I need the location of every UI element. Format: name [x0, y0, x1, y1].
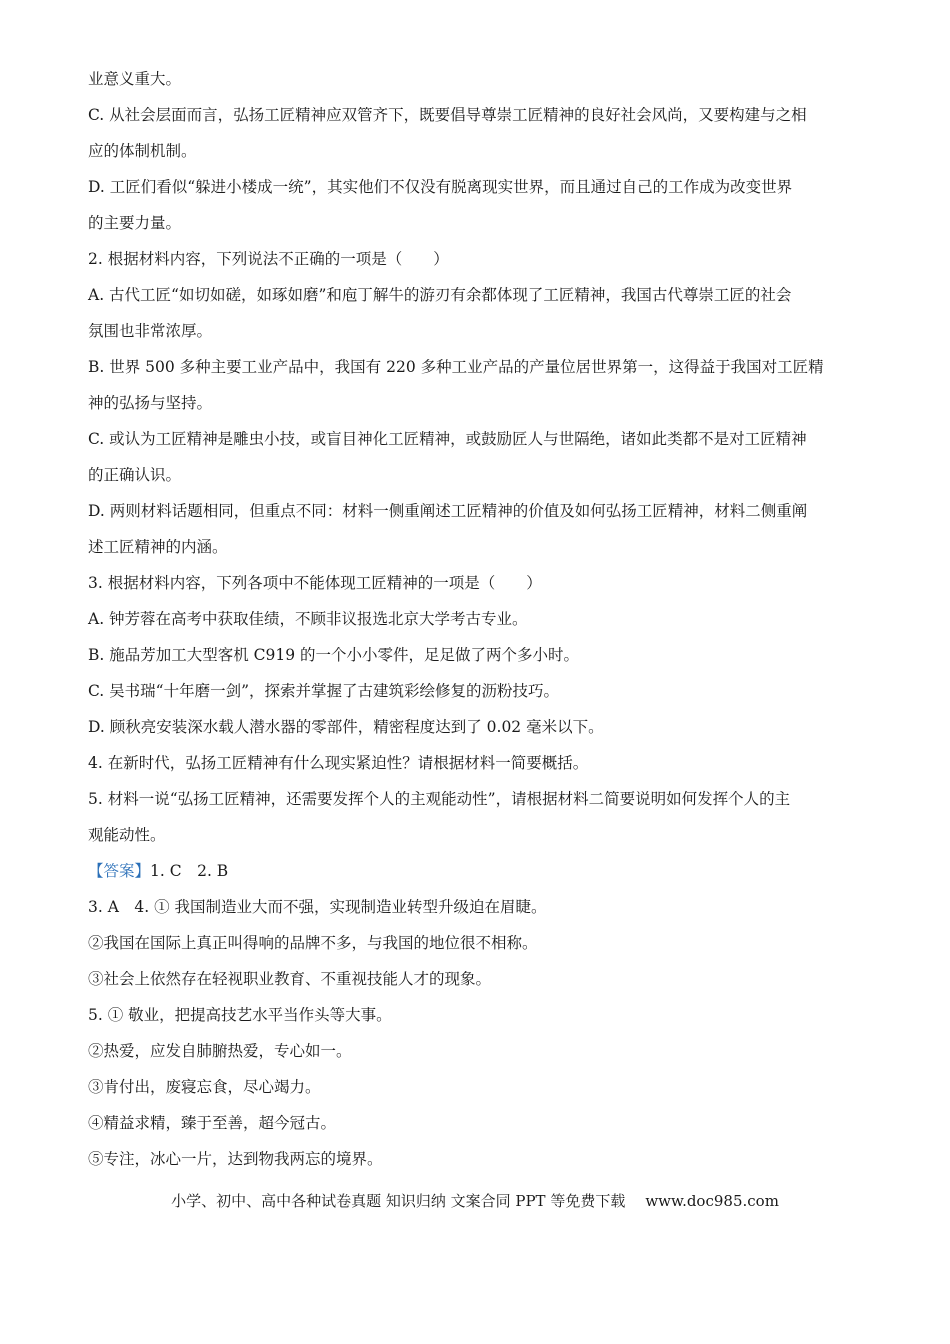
q3-option-b: B. 施品芳加工大型客机 C919 的一个小小零件，足足做了两个多小时。	[88, 646, 580, 664]
q3-option-d: D. 顾秋亮安装深水载人潜水器的零部件，精密程度达到了 0.02 毫米以下。	[88, 718, 604, 736]
q2-option-a: A. 古代工匠“如切如磋，如琢如磨”和庖丁解牛的游刃有余都体现了工匠精神，我国古代尊崇工匠的社会	[88, 286, 792, 304]
option-d-text: D. 工匠们看似“躲进小楼成一统”，其实他们不仅没有脱离现实世界，而且通过自己的工作成为改变世界	[88, 178, 793, 196]
text-line: 神的弘扬与坚持。	[88, 394, 213, 412]
question-3: 3. 根据材料内容，下列各项中不能体现工匠精神的一项是（ ）	[88, 574, 542, 592]
text-line: 业意义重大。	[88, 70, 182, 88]
answer-line: 3. A 4. ① 我国制造业大而不强，实现制造业转型升级迫在眉睫。	[88, 898, 547, 916]
answer-line: ⑤专注，冰心一片，达到物我两忘的境界。	[88, 1150, 383, 1168]
answer-line: 5. ① 敬业，把提高技艺水平当作头等大事。	[88, 1006, 392, 1024]
page-footer	[0, 1190, 950, 1212]
q3-option-a: A. 钟芳蓉在高考中获取佳绩，不顾非议报选北京大学考古专业。	[88, 610, 528, 628]
answer-label: 【答案】	[88, 862, 151, 880]
question-5: 5. 材料一说“弘扬工匠精神，还需要发挥个人的主观能动性”，请根据材料二简要说明如何发挥个人的主	[88, 790, 791, 808]
question-4: 4. 在新时代，弘扬工匠精神有什么现实紧迫性？请根据材料一简要概括。	[88, 754, 589, 772]
answer-header	[88, 860, 863, 896]
document-body	[88, 68, 863, 1184]
text-line: 氛围也非常浓厚。	[88, 322, 213, 340]
text-line: 的正确认识。	[88, 466, 182, 484]
answer-line: ③社会上依然存在轻视职业教育、不重视技能人才的现象。	[88, 970, 492, 988]
question-2: 2. 根据材料内容，下列说法不正确的一项是（ ）	[88, 250, 449, 268]
text-line: 观能动性。	[88, 826, 166, 844]
text-line: 应的体制机制。	[88, 142, 197, 160]
footer-text: 小学、初中、高中各种试卷真题 知识归纳 文案合同 PPT 等免费下载	[171, 1192, 626, 1210]
answer-line: ③肯付出，废寝忘食，尽心竭力。	[88, 1078, 321, 1096]
text-line: 述工匠精神的内涵。	[88, 538, 228, 556]
q3-option-c: C. 吴书瑞“十年磨一剑”，探索并掌握了古建筑彩绘修复的沥粉技巧。	[88, 682, 560, 700]
footer-url[interactable]: www.doc985.com	[645, 1192, 779, 1210]
q2-option-d: D. 两则材料话题相同，但重点不同：材料一侧重阐述工匠精神的价值及如何弘扬工匠精神，材料二侧重阐	[88, 502, 808, 520]
answer-line: ②热爱，应发自肺腑热爱，专心如一。	[88, 1042, 352, 1060]
option-c-text: C. 从社会层面而言，弘扬工匠精神应双管齐下，既要倡导尊崇工匠精神的良好社会风尚，又要构建与之相	[88, 106, 807, 124]
answer-line: ④精益求精，臻于至善，超今冠古。	[88, 1114, 337, 1132]
text-line: 的主要力量。	[88, 214, 182, 232]
q2-option-b: B. 世界 500 多种主要工业产品中，我国有 220 多种工业产品的产量位居世界第一，这得益于我国对工匠精	[88, 358, 824, 376]
q2-option-c: C. 或认为工匠精神是雕虫小技，或盲目神化工匠精神，或鼓励匠人与世隔绝，诸如此类都不是对工匠精神	[88, 430, 807, 448]
answer-first: 1. C 2. B	[150, 862, 229, 880]
answer-line: ②我国在国际上真正叫得响的品牌不多，与我国的地位很不相称。	[88, 934, 538, 952]
